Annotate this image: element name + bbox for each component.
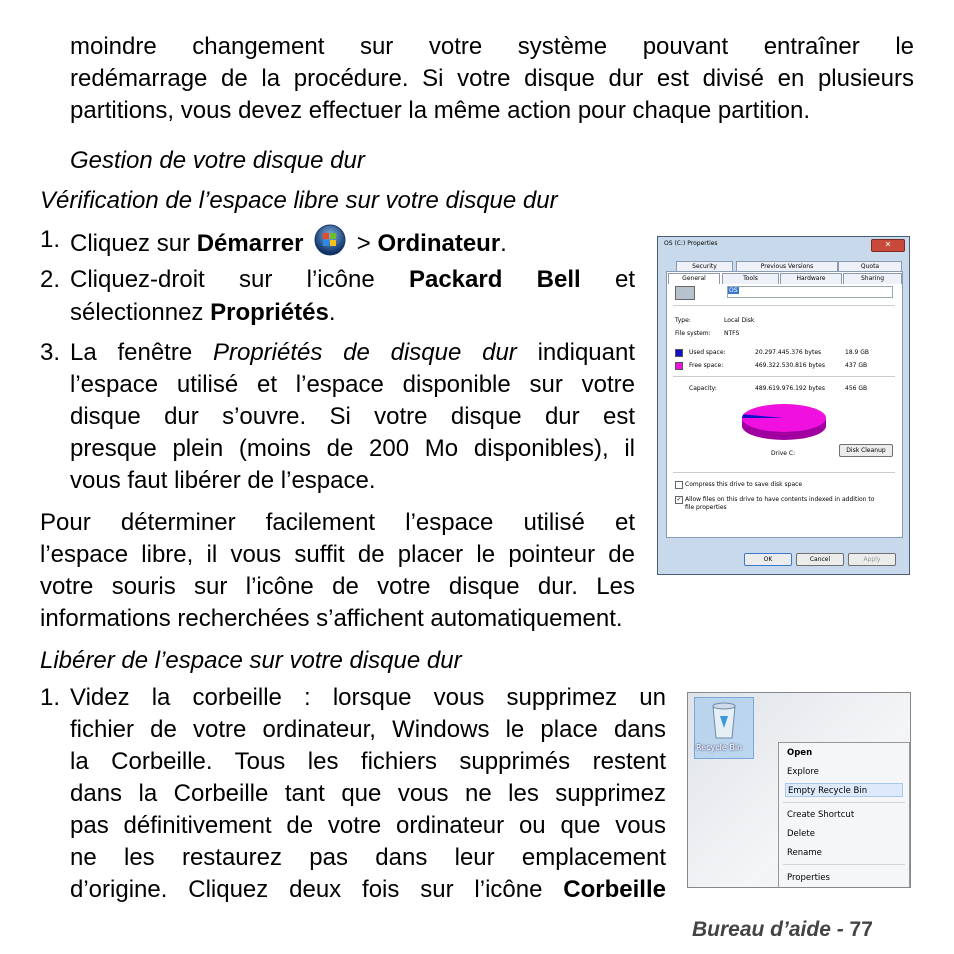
- free-gb: 437 GB: [845, 362, 868, 369]
- capacity-label: Capacity:: [689, 385, 717, 392]
- menu-item-delete[interactable]: Delete: [787, 829, 815, 839]
- step-2-select: sélectionnez: [70, 299, 211, 326]
- compress-label: Compress this drive to save disk space: [685, 481, 803, 488]
- fs-label: File system:: [675, 330, 711, 337]
- step-3-line-5: vous faut libérer de l’espace.: [70, 467, 376, 494]
- fs-value: NTFS: [724, 330, 740, 337]
- step-3-window-name: Propriétés de disque dur: [212, 339, 517, 366]
- menu-item-create-shortcut[interactable]: Create Shortcut: [787, 810, 855, 820]
- step-3-line-1: [70, 337, 635, 369]
- step-1: [70, 224, 640, 265]
- type-label: Type:: [675, 317, 691, 324]
- menu-item-properties[interactable]: Properties: [787, 873, 830, 883]
- step-3-text: La fenêtre: [70, 339, 213, 366]
- step-number: 3.: [40, 339, 61, 366]
- menu-item-rename[interactable]: Rename: [787, 848, 822, 858]
- tab-sharing[interactable]: Sharing: [843, 273, 902, 284]
- drive-label: Drive C:: [771, 450, 796, 457]
- properties-dialog: [657, 236, 910, 575]
- footer-label: Bureau d’aide -: [692, 918, 850, 941]
- menu-item-open[interactable]: Open: [787, 748, 813, 758]
- footer: [692, 914, 873, 946]
- recycle-line-2: fichier de votre ordinateur, Windows le place dans: [70, 716, 666, 743]
- tab-tools[interactable]: Tools: [722, 273, 779, 284]
- step-1-end: .: [500, 229, 507, 257]
- index-label-1: Allow files on this drive to have contents indexed in addition to: [685, 496, 875, 503]
- recycle-line-3: la Corbeille. Tous les fichiers supprimés restent: [70, 748, 666, 775]
- dialog-title: OS (C:) Properties: [664, 240, 718, 247]
- type-value: Local Disk: [724, 317, 755, 324]
- menu-item-explore[interactable]: Explore: [787, 767, 819, 777]
- step-2-properties: Propriétés: [210, 299, 329, 326]
- ok-button[interactable]: OK: [744, 553, 792, 566]
- intro-line-3: partitions, vous devez effectuer la même action pour chaque partition.: [70, 97, 810, 124]
- recycle-bin-term: Corbeille: [563, 876, 666, 903]
- step-number: 1.: [40, 226, 61, 253]
- tab-security[interactable]: Security: [676, 261, 733, 272]
- disk-cleanup-button[interactable]: Disk Cleanup: [839, 444, 893, 457]
- step-number: 2.: [40, 266, 61, 293]
- drive-icon: [675, 286, 695, 300]
- divider: [673, 472, 895, 473]
- recycle-line-7: [70, 874, 666, 906]
- step-2-text: Cliquez-droit sur l’icône: [70, 266, 409, 293]
- para-line-1: Pour déterminer facilement l’espace utilisé et: [40, 509, 635, 536]
- tab-quota[interactable]: Quota: [838, 261, 902, 272]
- page-number: 77: [849, 918, 873, 941]
- free-color-swatch: [675, 362, 683, 370]
- step-1-sep: >: [350, 229, 378, 257]
- recycle-bin-screenshot: [687, 692, 911, 888]
- drive-name-value: OS: [729, 287, 738, 294]
- para-line-3: votre souris sur l’icône de votre disque dur. Les: [40, 573, 635, 600]
- step-1-start: Démarrer: [196, 229, 304, 257]
- drive-name-input[interactable]: [727, 286, 893, 298]
- recycle-line-1: Videz la corbeille : lorsque vous supprimez un: [70, 684, 666, 711]
- step-2-line-2: [70, 297, 335, 329]
- general-panel: [666, 271, 903, 538]
- tab-hardware[interactable]: Hardware: [780, 273, 842, 284]
- step-3-line-4: presque plein (moins de 200 Mo disponibles), il: [70, 435, 635, 462]
- used-bytes: 20.297.445.376 bytes: [755, 349, 822, 356]
- recycle-line-7-text: d’origine. Cliquez deux fois sur l’icône: [70, 876, 564, 903]
- recycle-line-4: dans la Corbeille tant que vous ne les supprimez: [70, 780, 666, 807]
- step-1-text: Cliquez sur: [70, 229, 197, 257]
- recycle-line-6: ne les restaurez pas dans leur emplacement: [70, 844, 666, 871]
- index-checkbox[interactable]: ✓: [676, 496, 682, 503]
- step-3-line-3: disque dur s’ouvre. Si votre disque dur est: [70, 403, 635, 430]
- intro-line-2: redémarrage de la procédure. Si votre disque dur est divisé en plusieurs: [70, 65, 914, 92]
- compress-checkbox[interactable]: [675, 481, 683, 489]
- para-line-4: informations recherchées s’affichent automatiquement.: [40, 605, 623, 632]
- used-gb: 18.9 GB: [845, 349, 870, 356]
- cancel-button[interactable]: Cancel: [796, 553, 844, 566]
- free-label: Free space:: [689, 362, 724, 369]
- free-bytes: 469.322.530.816 bytes: [755, 362, 825, 369]
- used-label: Used space:: [689, 349, 726, 356]
- apply-button[interactable]: Apply: [848, 553, 896, 566]
- section-title: Gestion de votre disque dur: [70, 147, 365, 174]
- used-color-swatch: [675, 349, 683, 357]
- intro-line-1: moindre changement sur votre système pouvant entraîner le: [70, 33, 914, 60]
- step-2-brand: Packard Bell: [408, 266, 581, 293]
- index-label-2: file properties: [685, 504, 727, 511]
- menu-separator: [783, 802, 905, 803]
- menu-item-empty-recycle-bin[interactable]: Empty Recycle Bin: [785, 783, 903, 797]
- tab-previous-versions[interactable]: Previous Versions: [736, 261, 838, 272]
- trash-icon: [695, 698, 753, 744]
- capacity-bytes: 489.619.976.192 bytes: [755, 385, 825, 392]
- step-3-post: indiquant: [537, 339, 635, 366]
- recycle-line-5: pas définitivement de votre ordinateur ou que vous: [70, 812, 666, 839]
- context-menu: [778, 742, 910, 888]
- recycle-bin-label: Recycle Bin: [696, 743, 743, 752]
- subsection-title-1: Vérification de l’espace libre sur votre disque dur: [40, 187, 558, 214]
- step-3-line-2: l’espace utilisé et l’espace disponible sur votre: [70, 371, 635, 398]
- disk-usage-pie: [739, 396, 829, 446]
- capacity-gb: 456 GB: [845, 385, 868, 392]
- step-1-computer: Ordinateur: [377, 229, 501, 257]
- para-line-2: l’espace libre, il vous suffit de placer le pointeur de: [40, 541, 635, 568]
- tab-general[interactable]: General: [668, 273, 720, 284]
- step-2-line-1: [70, 264, 635, 296]
- subsection-title-2: Libérer de l’espace sur votre disque dur: [40, 647, 462, 674]
- divider: [673, 376, 895, 377]
- step-number: 1.: [40, 684, 61, 711]
- close-icon[interactable]: ✕: [871, 239, 905, 252]
- step-2-end: .: [328, 299, 336, 326]
- step-2-post: et: [614, 266, 635, 293]
- divider: [673, 305, 895, 306]
- windows-start-icon: [314, 224, 346, 265]
- menu-separator: [783, 864, 905, 865]
